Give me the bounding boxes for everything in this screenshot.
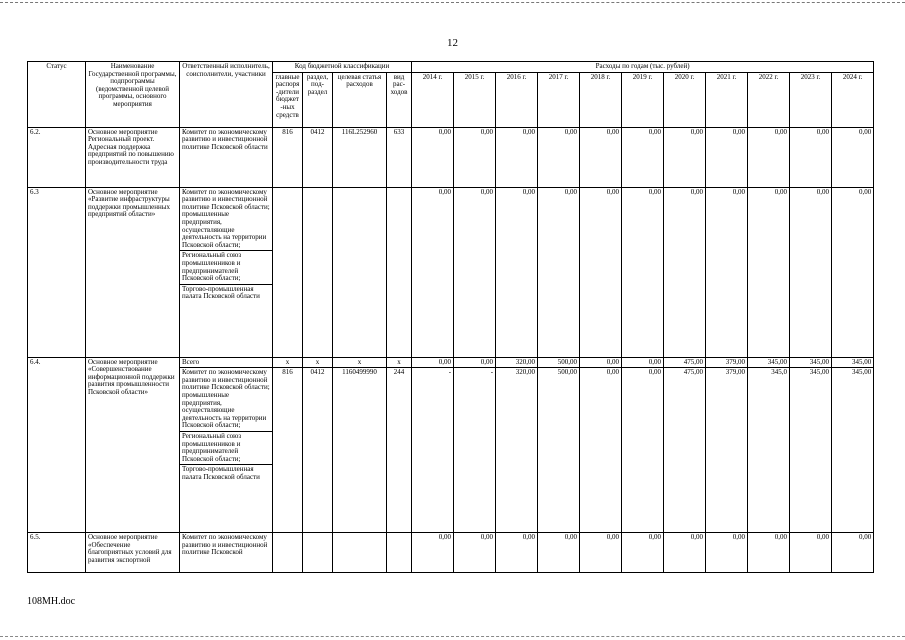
value-cell: 0,00 bbox=[622, 127, 664, 187]
value-cell: 0,00 bbox=[412, 357, 454, 368]
responsible-entry: Комитет по экономическому развитию и инвестиционной политике Псковской области; промышленные предприятия, осуществляющие деятельность на территории Псковской области; bbox=[182, 368, 270, 430]
value-cell: 0,00 bbox=[832, 127, 874, 187]
value-cell: 0,00 bbox=[748, 533, 790, 573]
value-cell: 0,00 bbox=[580, 357, 622, 368]
row-status: 6.2. bbox=[28, 127, 86, 187]
value-cell: 0,00 bbox=[580, 187, 622, 357]
value-cell: 0,00 bbox=[580, 368, 622, 533]
row-responsible bbox=[180, 368, 273, 533]
header-year: 2023 г. bbox=[790, 72, 832, 127]
header-year: 2017 г. bbox=[538, 72, 580, 127]
header-code-col: целевая статья расходов bbox=[333, 72, 387, 127]
code-cell bbox=[273, 187, 303, 357]
page-number: 12 bbox=[447, 37, 458, 49]
value-cell: - bbox=[454, 368, 496, 533]
value-cell: 0,00 bbox=[790, 533, 832, 573]
value-cell: 0,00 bbox=[664, 127, 706, 187]
code-cell: x bbox=[303, 357, 333, 368]
table-row bbox=[28, 533, 874, 573]
row-responsible bbox=[180, 533, 273, 573]
row-name: Основное мероприятие «Развитие инфраструктуры поддержки промышленных предприятий области» bbox=[86, 187, 180, 357]
value-cell: 0,00 bbox=[412, 187, 454, 357]
value-cell: 0,00 bbox=[832, 187, 874, 357]
header-year: 2016 г. bbox=[496, 72, 538, 127]
code-cell: 816 bbox=[273, 368, 303, 533]
row-name: Основное мероприятие Региональный проект. Адресная поддержка предприятий по повышению производительности труда bbox=[86, 127, 180, 187]
responsible-entry: Комитет по экономическому развитию и инвестиционной политике Псковской bbox=[182, 534, 268, 557]
code-cell bbox=[387, 533, 412, 573]
header-year: 2014 г. bbox=[412, 72, 454, 127]
header-year: 2024 г. bbox=[832, 72, 874, 127]
value-cell: 0,00 bbox=[412, 127, 454, 187]
code-cell: 244 bbox=[387, 368, 412, 533]
value-cell: 379,00 bbox=[706, 357, 748, 368]
responsible-entry: Торгово-промышленная палата Псковской области bbox=[180, 284, 272, 301]
code-cell bbox=[303, 533, 333, 573]
row-total-label: Всего bbox=[180, 357, 273, 368]
value-cell: 0,00 bbox=[706, 533, 748, 573]
value-cell: 379,00 bbox=[706, 368, 748, 533]
code-cell: 0412 bbox=[303, 127, 333, 187]
value-cell: 345,00 bbox=[832, 357, 874, 368]
header-code-col: главные распоря-дители бюджет-ных средств bbox=[273, 72, 303, 127]
code-cell bbox=[333, 533, 387, 573]
document-footer: 108MH.doc bbox=[27, 596, 76, 607]
value-cell: 0,00 bbox=[580, 127, 622, 187]
value-cell: 345,00 bbox=[832, 368, 874, 533]
value-cell: 0,00 bbox=[664, 533, 706, 573]
value-cell: 475,00 bbox=[664, 368, 706, 533]
value-cell: 0,00 bbox=[454, 127, 496, 187]
code-cell bbox=[303, 187, 333, 357]
value-cell: 0,00 bbox=[454, 357, 496, 368]
value-cell: 0,00 bbox=[706, 187, 748, 357]
value-cell: 0,00 bbox=[496, 187, 538, 357]
header-year: 2018 г. bbox=[580, 72, 622, 127]
row-status: 6.5. bbox=[28, 533, 86, 573]
header-year: 2021 г. bbox=[706, 72, 748, 127]
header-row bbox=[28, 62, 874, 73]
value-cell: 320,00 bbox=[496, 357, 538, 368]
header-status: Статус bbox=[28, 62, 86, 128]
table-row bbox=[28, 357, 874, 368]
budget-table bbox=[27, 61, 874, 573]
row-name bbox=[86, 533, 180, 573]
value-cell: 0,00 bbox=[790, 127, 832, 187]
code-cell bbox=[273, 533, 303, 573]
row-responsible: Комитет по экономическому развитию и инвестиционной политике Псковской области bbox=[180, 127, 273, 187]
code-cell bbox=[333, 187, 387, 357]
value-cell: 0,00 bbox=[706, 127, 748, 187]
value-cell: 0,00 bbox=[496, 127, 538, 187]
value-cell: 0,00 bbox=[748, 127, 790, 187]
table-row bbox=[28, 127, 874, 187]
value-cell: 0,00 bbox=[622, 357, 664, 368]
responsible-entry: Торгово-промышленная палата Псковской области bbox=[180, 464, 272, 481]
scan-bottom-edge bbox=[0, 636, 905, 638]
value-cell: 0,00 bbox=[454, 533, 496, 573]
code-cell: 0412 bbox=[303, 368, 333, 533]
row-status: 6.4. bbox=[28, 357, 86, 533]
code-cell: 633 bbox=[387, 127, 412, 187]
value-cell: 0,00 bbox=[538, 187, 580, 357]
scan-top-edge bbox=[0, 0, 905, 3]
value-cell: 0,00 bbox=[412, 533, 454, 573]
value-cell: 0,00 bbox=[538, 533, 580, 573]
header-year: 2020 г. bbox=[664, 72, 706, 127]
code-cell: x bbox=[387, 357, 412, 368]
value-cell: 475,00 bbox=[664, 357, 706, 368]
value-cell: 0,00 bbox=[622, 368, 664, 533]
header-year: 2019 г. bbox=[622, 72, 664, 127]
row-name-text: Основное мероприятие «Обеспечение благоприятных условий для развития экспортной bbox=[88, 534, 172, 564]
code-cell: 816 bbox=[273, 127, 303, 187]
value-cell: 0,00 bbox=[832, 533, 874, 573]
value-cell: 0,00 bbox=[496, 533, 538, 573]
table-row bbox=[28, 187, 874, 357]
value-cell: 500,00 bbox=[538, 368, 580, 533]
value-cell: 0,00 bbox=[664, 187, 706, 357]
header-budget-code: Код бюджетной классификации bbox=[273, 62, 412, 73]
value-cell: 345,0 bbox=[748, 368, 790, 533]
value-cell: 345,00 bbox=[748, 357, 790, 368]
header-code-col: раздел, под-раздел bbox=[303, 72, 333, 127]
row-status: 6.3 bbox=[28, 187, 86, 357]
value-cell: 0,00 bbox=[454, 187, 496, 357]
value-cell: 0,00 bbox=[622, 533, 664, 573]
header-expenses: Расходы по годам (тыс. рублей) bbox=[412, 62, 874, 73]
code-cell: x bbox=[333, 357, 387, 368]
value-cell: 500,00 bbox=[538, 357, 580, 368]
header-year: 2022 г. bbox=[748, 72, 790, 127]
code-cell: 116L252960 bbox=[333, 127, 387, 187]
header-responsible: Ответственный исполнитель, соисполнители, участники bbox=[180, 62, 273, 128]
value-cell: 0,00 bbox=[790, 187, 832, 357]
value-cell: - bbox=[412, 368, 454, 533]
code-cell: x bbox=[273, 357, 303, 368]
header-code-col: вид рас-ходов bbox=[387, 72, 412, 127]
responsible-entry: Комитет по экономическому развитию и инвестиционной политике Псковской области; промышленные предприятия, осуществляющие деятельность на территории Псковской области; bbox=[182, 187, 270, 249]
value-cell: 0,00 bbox=[538, 127, 580, 187]
row-responsible bbox=[180, 187, 273, 357]
value-cell: 345,00 bbox=[790, 368, 832, 533]
code-cell: 1160499990 bbox=[333, 368, 387, 533]
code-cell bbox=[387, 187, 412, 357]
value-cell: 320,00 bbox=[496, 368, 538, 533]
value-cell: 0,00 bbox=[622, 187, 664, 357]
value-cell: 0,00 bbox=[748, 187, 790, 357]
row-name: Основное мероприятие «Совершенствование информационной поддержки развития промышленности Псковской области» bbox=[86, 357, 180, 533]
header-year: 2015 г. bbox=[454, 72, 496, 127]
header-name: Наименование Государственной программы, подпрограммы (ведомственной целевой программы, основного мероприятия bbox=[86, 62, 180, 128]
value-cell: 345,00 bbox=[790, 357, 832, 368]
responsible-entry: Региональный союз промышленников и предпринимателей Псковской области; bbox=[180, 431, 272, 463]
value-cell: 0,00 bbox=[580, 533, 622, 573]
responsible-entry: Региональный союз промышленников и предпринимателей Псковской области; bbox=[180, 250, 272, 282]
